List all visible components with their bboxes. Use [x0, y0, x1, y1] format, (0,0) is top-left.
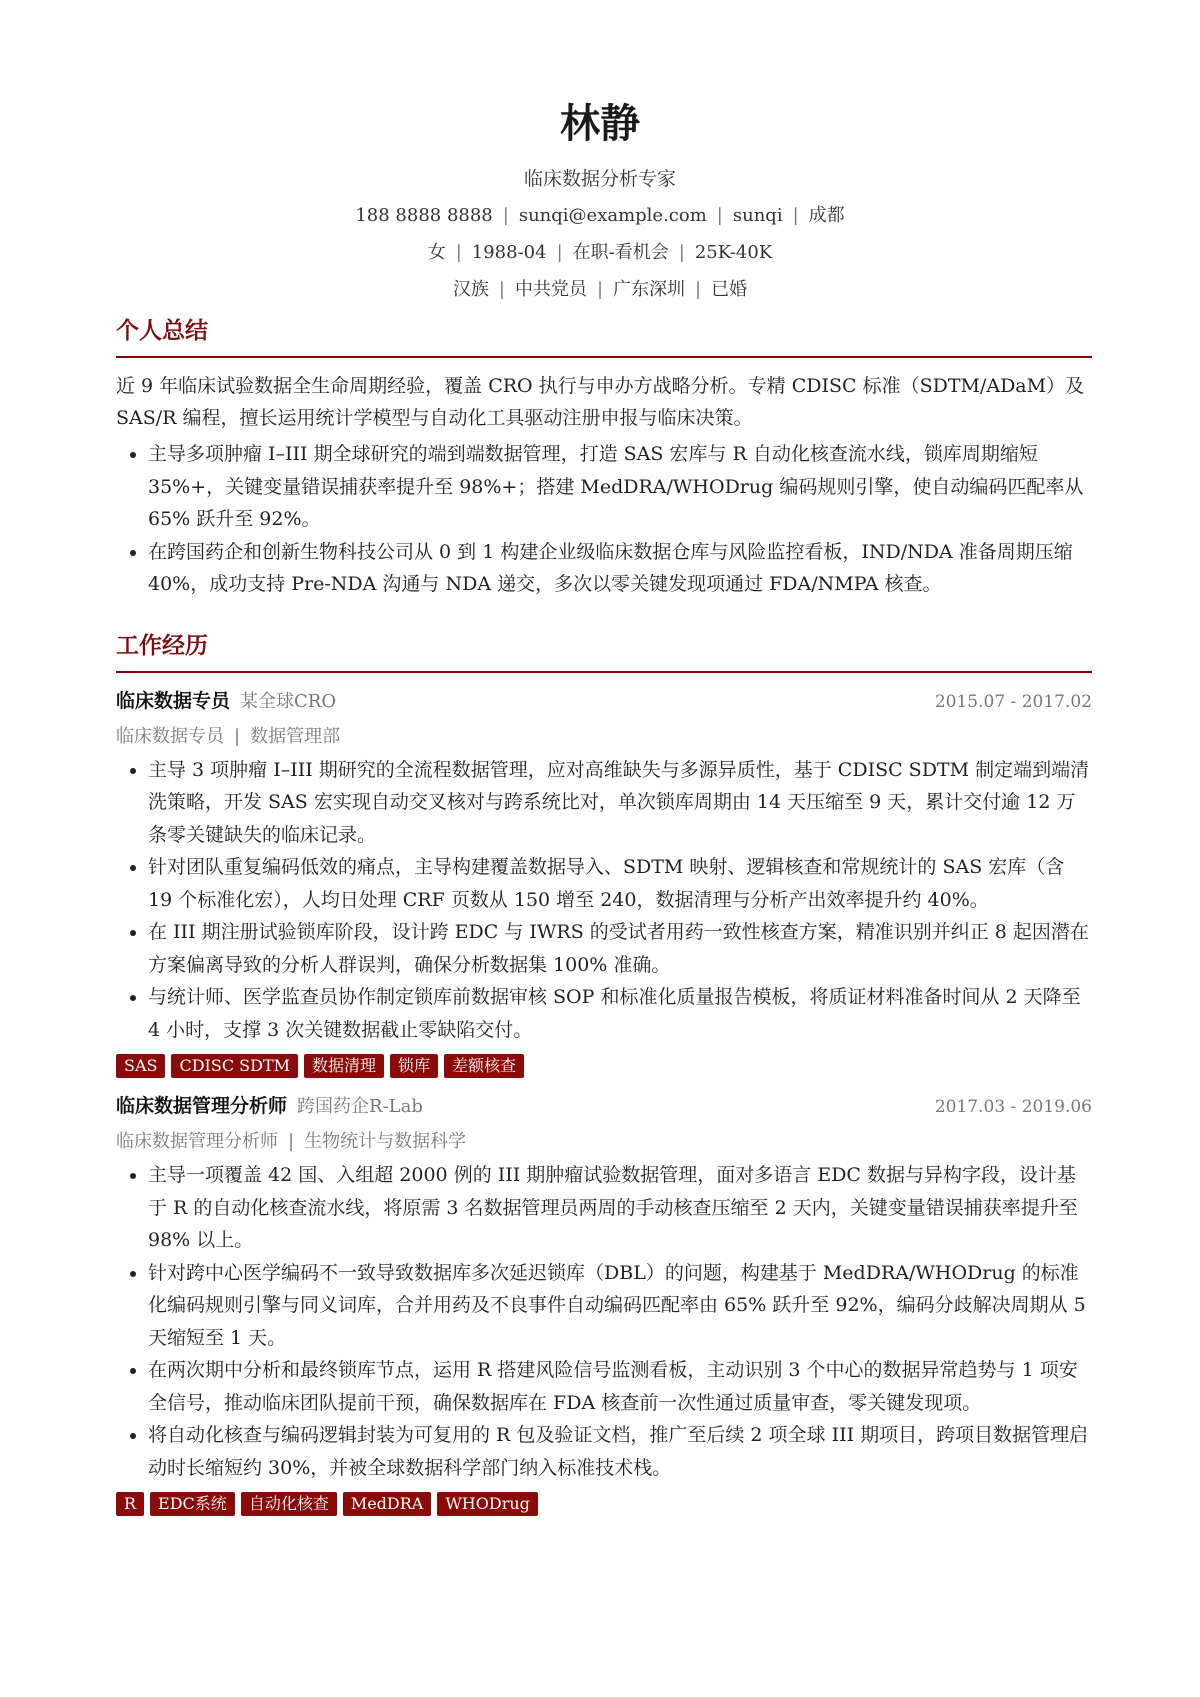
job-entry [116, 1092, 1092, 1516]
job-date: 2017.03 - 2019.06 [934, 1097, 1092, 1117]
ethnicity: 汉族 [452, 279, 489, 300]
job-bullets [116, 754, 1092, 1047]
contact-line: 188 8888 8888 | sunqi@example.com | sunqi | 成都 [355, 205, 845, 226]
job-entry [116, 687, 1092, 1079]
list-item: • 针对团队重复编码低效的痛点，主导构建覆盖数据导入、SDTM 映射、逻辑核查和常规统计的 SAS 宏库（含 19 个标准化宏），人均日处理 CRF 页数从 150 增至 240，数据清理与分析产出效率提升约 40%。 [148, 851, 1092, 916]
list-item: • 针对跨中心医学编码不一致导致数据库多次延迟锁库（DBL）的问题，构建基于 MedDRA/WHODrug 的标准化编码规则引擎与同义词库，合并用药及不良事件自动编码匹配率由 65% 跃升至 92%，编码分歧解决周期从 5 天缩短至 1 天。 [148, 1257, 1092, 1355]
job-title: 临床数据专员 [116, 689, 231, 712]
skill-tag: WHODrug [437, 1492, 538, 1516]
skill-tag: SAS [116, 1054, 165, 1078]
list-item: • 在两次期中分析和最终锁库节点，运用 R 搭建风险信号监测看板，主动识别 3 个中心的数据异常趋势与 1 项安全信号，推动临床团队提前干预，确保数据库在 FDA 核查前一次性通过质量审查，零关键发现项。 [148, 1354, 1092, 1419]
skill-tag: MedDRA [343, 1492, 432, 1516]
experience-heading: 工作经历 [116, 631, 1092, 673]
job-header [116, 1092, 1092, 1121]
job-role: 临床数据管理分析师 [116, 1131, 278, 1152]
job-bullets [116, 1159, 1092, 1484]
job-subtitle: 临床数据管理分析师 | 生物统计与数据科学 [116, 1131, 467, 1152]
personal-line: 汉族 | 中共党员 | 广东深圳 | 已婚 [452, 279, 748, 300]
job-date: 2015.07 - 2017.02 [934, 691, 1092, 712]
job-dept: 数据管理部 [250, 725, 341, 747]
list-item: • 与统计师、医学监查员协作制定锁库前数据审核 SOP 和标准化质量报告模板，将质证材料准备时间从 2 天降至 4 小时，支撑 3 次关键数据截止零缺陷交付。 [148, 981, 1092, 1046]
skill-tag: CDISC SDTM [171, 1054, 298, 1078]
job-status: 在职-看机会 [572, 242, 669, 263]
political-status: 中共党员 [514, 279, 587, 300]
skill-tags [116, 1054, 1092, 1078]
marital-status: 已婚 [711, 279, 748, 300]
list-item: • 主导 3 项肿瘤 I–III 期研究的全流程数据管理，应对高维缺失与多源异质性，基于 CDISC SDTM 制定端到端清洗策略，开发 SAS 宏实现自动交叉核对与跨系统比对，单次锁库周期由 14 天压缩至 9 天，累计交付逾 12 万条零关键缺失的临床记录。 [148, 754, 1092, 852]
salary-range: 25K-40K [694, 242, 773, 263]
username: sunqi [732, 205, 783, 226]
city: 成都 [808, 205, 845, 226]
list-item: • 将自动化核查与编码逻辑封装为可复用的 R 包及验证文档，推广至后续 2 项全球 III 期项目，跨项目数据管理启动时长缩短约 30%，并被全球数据科学部门纳入标准技术栈。 [148, 1419, 1092, 1484]
list-item: • 在 III 期注册试验锁库阶段，设计跨 EDC 与 IWRS 的受试者用药一致性核查方案，精准识别并纠正 8 起因潜在方案偏离导致的分析人群误判，确保分析数据集 100% 准确。 [148, 916, 1092, 981]
list-item: • 主导多项肿瘤 I–III 期全球研究的端到端数据管理，打造 SAS 宏库与 R 自动化核查流水线，锁库周期缩短 35%+，关键变量错误捕获率提升至 98%+；搭建 MedDRA/WHODrug 编码规则引擎，使自动编码匹配率从 65% 跃升至 92%。 [148, 438, 1092, 536]
list-item: • 在跨国药企和创新生物科技公司从 0 到 1 构建企业级临床数据仓库与风险监控看板，IND/NDA 准备周期压缩 40%，成功支持 Pre-NDA 沟通与 NDA 递交，多次以零关键发现项通过 FDA/NMPA 核查。 [148, 536, 1092, 601]
hometown: 广东深圳 [613, 279, 686, 300]
resume-header [0, 0, 1200, 303]
skill-tag: EDC系统 [150, 1492, 235, 1516]
job-role: 临床数据专员 [116, 725, 224, 747]
skill-tags [116, 1492, 1092, 1516]
resume-content [116, 316, 1092, 1516]
job-title: 临床数据管理分析师 [116, 1095, 288, 1117]
summary-bullets [116, 438, 1092, 601]
status-line: 女 | 1988-04 | 在职-看机会 | 25K-40K [427, 242, 773, 263]
summary-section [116, 316, 1092, 601]
gender: 女 [427, 242, 446, 263]
candidate-name: 林静 [560, 100, 640, 147]
job-company: 跨国药企R-Lab [297, 1096, 423, 1117]
phone: 188 8888 8888 [355, 205, 493, 226]
candidate-title: 临床数据分析专家 [523, 168, 676, 190]
skill-tag: 数据清理 [304, 1054, 384, 1078]
skill-tag: R [116, 1492, 144, 1516]
skill-tag: 锁库 [390, 1054, 438, 1078]
job-company: 某全球CRO [240, 690, 337, 712]
job-dept: 生物统计与数据科学 [304, 1131, 467, 1152]
birth-date: 1988-04 [471, 242, 547, 263]
skill-tag: 自动化核查 [241, 1492, 337, 1516]
job-subtitle: 临床数据专员 | 数据管理部 [116, 725, 341, 747]
experience-section [116, 631, 1092, 1517]
skill-tag: 差额核查 [444, 1054, 524, 1078]
summary-heading: 个人总结 [116, 316, 1092, 358]
job-header [116, 687, 1092, 716]
list-item: • 主导一项覆盖 42 国、入组超 2000 例的 III 期肿瘤试验数据管理，面对多语言 EDC 数据与异构字段，设计基于 R 的自动化核查流水线，将原需 3 名数据管理员两周的手动核查压缩至 2 天内，关键变量错误捕获率提升至 98% 以上。 [148, 1159, 1092, 1257]
summary-text: 近 9 年临床试验数据全生命周期经验，覆盖 CRO 执行与申办方战略分析。专精 CDISC 标准（SDTM/ADaM）及 SAS/R 编程，擅长运用统计学模型与自动化工具驱动注册申报与临床决策。 [116, 375, 1085, 429]
email: sunqi@example.com [518, 205, 707, 226]
